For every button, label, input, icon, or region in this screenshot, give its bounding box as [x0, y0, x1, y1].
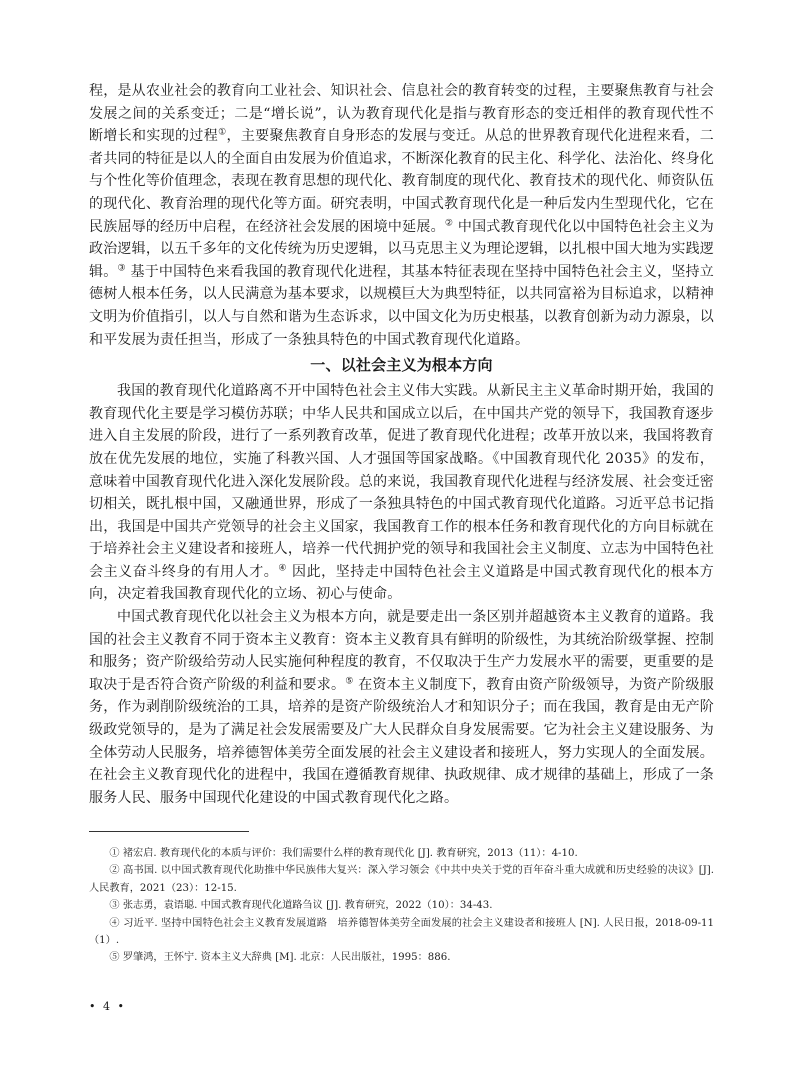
text-run: ，主要聚焦教育自身形态的发展与变迁。从总的世界教育现代化进程来看，二者共同的特征是以人的全面自由发展为价值追求，不断深化教育的民主化、科学化、法治化、终身化与个性化等价值理念，表现在教育思想的现代化、教育制度的现代化、教育技术的现代化、师资队伍的现代化、教育治理的现代化等方面。研究表明，中国式教育现代化是一种后发内生型现代化，它在民族屈辱的经历中启程，在经济社会发展的困境中延展。: [89, 128, 714, 235]
section-heading: 一、以社会主义为根本方向: [310, 356, 493, 375]
footnotes: [89, 845, 714, 967]
text-run: 因此，坚持走中国特色社会主义道路是中国式教育现代化的根本方向，决定着我国教育现代化的立场、初心与使命。: [89, 563, 714, 603]
footnote-3: ③ 张志勇，袁语聪. 中国式教育现代化道路刍议 [J]. 教育研究，2022（10）：34-43.: [109, 900, 493, 912]
text-run: 中国式教育现代化以社会主义为根本方向，就是要走出一条区别并超越资本主义教育的道路。我国的社会主义教育不同于资本主义教育：资本主义教育具有鲜明的阶级性，为其统治阶级掌握、控制和服务；资产阶级给劳动人民实施何种程度的教育，不仅取决于生产力发展水平的需要，更重要的是取决于是否符合资产阶级的利益和要求。: [89, 609, 714, 693]
text-run: 我国的教育现代化道路离不开中国特色社会主义伟大实践。从新民主主义革命时期开始，我国的教育现代化主要是学习模仿苏联；中华人民共和国成立以后，在中国共产党的领导下，我国教育逐步进入自主发展的阶段，进行了一系列教育改革，促进了教育现代化进程；改革开放以来，我国将教育放在优先发展的地位，实施了科教兴国、人才强国等国家战略。《中国教育现代化 2035》的发布，意味着中国教育现代化进入深化发展阶段。总的来说，我国教育现代化进程与经济发展、社会变迁密切相关，既扎根中国，又融通世界，形成了一条独具特色的中国式教育现代化道路。习近平总书记指出，我国是中国共产党领导的社会主义国家，我国教育工作的根本任务和教育现代化的方向目标就在于培养社会主义建设者和接班人，培养一代代拥护党的领导和我国社会主义制度、立志为中国特色社会主义奋斗终身的有用人才。: [89, 383, 714, 580]
page-number: • 4 •: [89, 1000, 126, 1013]
text-run: 基于中国特色来看我国的教育现代化进程，其基本特征表现在坚持中国特色社会主义，坚持立德树人根本任务，以人民满意为基本要求，以规模巨大为典型特征，以共同富裕为目标追求，以精神文明为价值指引，以人与自然和谐为生态诉求，以中国文化为历史根基，以教育创新为动力源泉，以和平发展为责任担当，形成了一条独具特色的中国式教育现代化道路。: [89, 263, 714, 348]
text-run: 程，是从农业社会的教育向工业社会、知识社会、信息社会的教育转变的过程，主要聚焦教育与社会发展之间的关系变迁；二是“增长说”，认为教育现代化是指与教育形态的变迁相伴的教育现代性不断增长和实现的过程: [89, 83, 714, 145]
footnote-1: ① 褚宏启. 教育现代化的本质与评价：我们需要什么样的教育现代化 [J]. 教育研究，2013（11）：4-10.: [109, 848, 578, 859]
footnote-ref-2[interactable]: ②: [444, 217, 454, 228]
footnote-ref-5[interactable]: ⑤: [345, 676, 354, 687]
paragraph-2: [89, 606, 714, 809]
footnote-2: ② 高书国. 以中国式教育现代化助推中华民族伟大复兴：深入学习领会《中共中央关于党的百年奋斗重大成就和历史经验的决议》[J]. 人民教育，2021（23）：12-15.: [89, 865, 714, 894]
footnote-5: ⑤ 罗肇鸿，王怀宁. 资本主义大辞典 [M]. 北京：人民出版社，1995：886.: [109, 952, 451, 964]
text-run: 在资本主义制度下，教育由资产阶级领导，为资产阶级服务，作为剥削阶级统治的工具，培养的是资产阶级统治人才和知识分子；而在我国，教育是由无产阶级政党领导的，是为了满足社会发展需要及广大人民群众自身发展需要。它为社会主义建设服务、为全体劳动人民服务，培养德智体美劳全面发展的社会主义建设者和接班人，努力实现人的全面发展。在社会主义教育现代化的进程中，我国在遵循教育规律、执政规律、成才规律的基础上，形成了一条服务人民、服务中国现代化建设的中国式教育现代化之路。: [89, 676, 714, 806]
body-text: [89, 80, 714, 809]
intro-paragraph: [89, 80, 714, 351]
paragraph-1: [89, 380, 714, 606]
footnote-ref-3[interactable]: ③: [117, 263, 126, 274]
footnote-divider: [89, 831, 249, 832]
footnote-ref-1[interactable]: ①: [218, 127, 227, 138]
footnote-ref-4[interactable]: ④: [278, 563, 287, 574]
footnote-4: ④ 习近平. 坚持中国特色社会主义教育发展道路 培养德智体美劳全面发展的社会主义建设者和接班人 [N]. 人民日报，2018-09-11（1）.: [89, 917, 714, 947]
text-run: 中国式教育现代化以中国特色社会主义为政治逻辑，以五千多年的文化传统为历史逻辑，以马克思主义为理论逻辑，以扎根中国大地为实践逻辑。: [89, 218, 715, 280]
